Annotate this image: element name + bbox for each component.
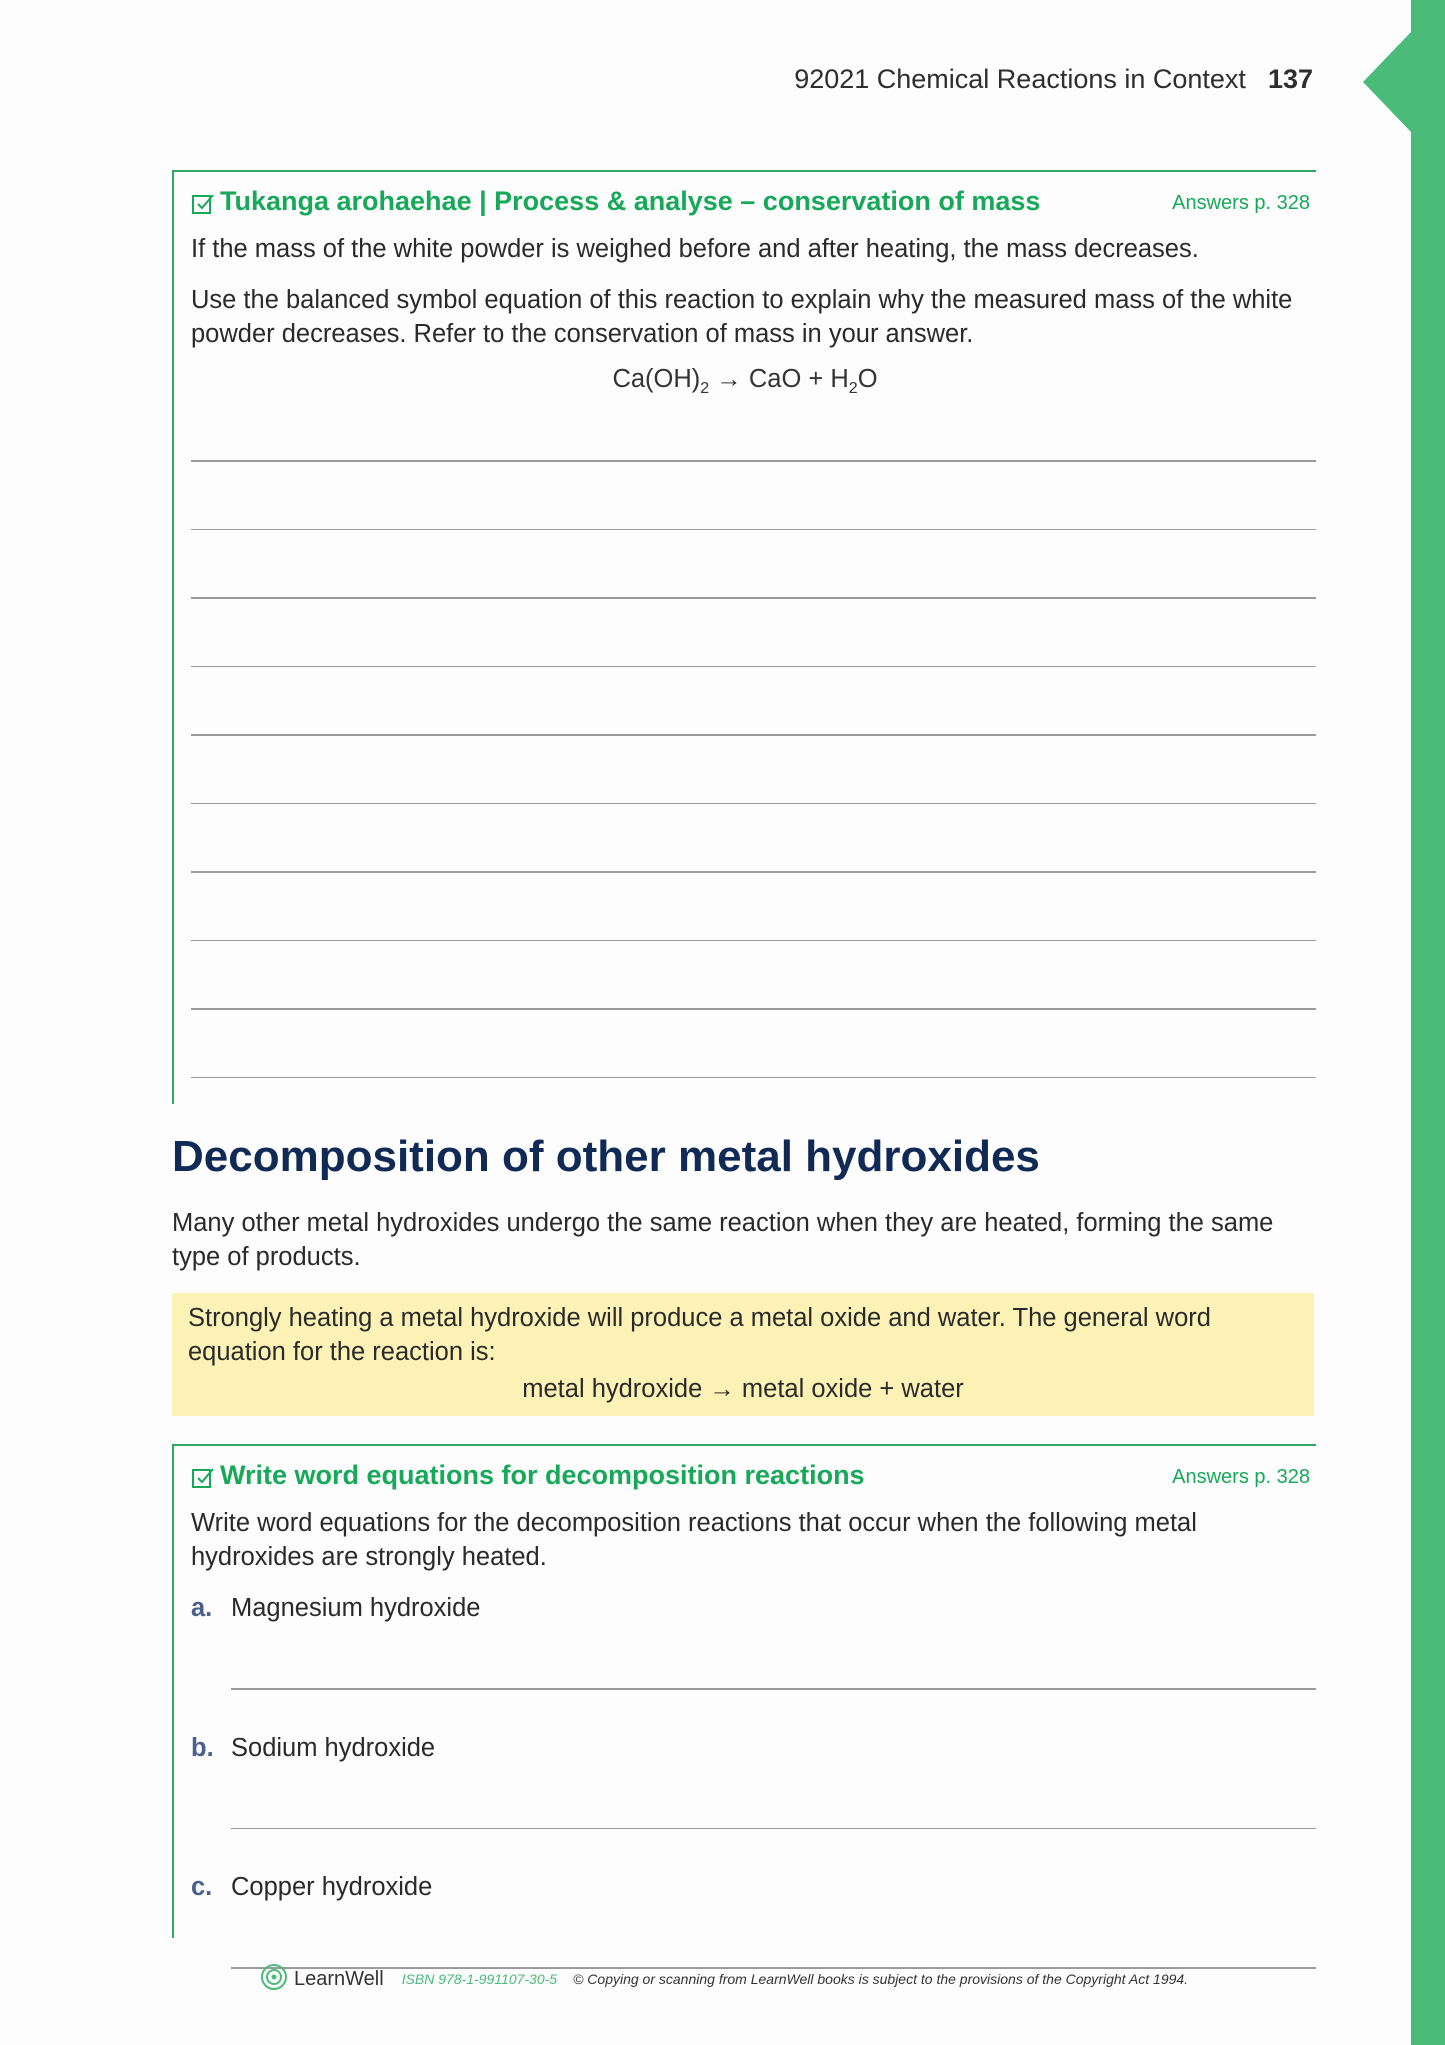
question-item (191, 1873, 1316, 1913)
answer-line[interactable] (231, 1688, 1316, 1690)
answer-line[interactable] (191, 940, 1316, 942)
symbol-equation (174, 365, 1316, 398)
isbn: ISBN 978-1-991107-30-5 (401, 1971, 558, 1987)
page-footer (260, 1962, 1188, 1996)
answer-line[interactable] (191, 666, 1316, 668)
answers-reference: Answers p. 328 (1172, 192, 1310, 214)
answer-line[interactable] (191, 871, 1316, 873)
question-letter: b. (191, 1733, 214, 1762)
equation-product: CaO + H (748, 365, 849, 393)
activity-title: Write word equations for decomposition reactions (220, 1460, 865, 1490)
equation-product-subscript: 2 (848, 380, 858, 398)
section-intro: Many other metal hydroxides undergo the same reaction when they are heated, forming the same type of products. (172, 1209, 1274, 1271)
equation-reactant: Ca(OH) (612, 365, 701, 393)
answer-line[interactable] (191, 1008, 1316, 1010)
learnwell-logo-icon (260, 1963, 288, 1996)
answer-line[interactable] (191, 597, 1316, 599)
answer-line[interactable] (231, 1828, 1316, 1830)
answers-reference: Answers p. 328 (1172, 1466, 1310, 1488)
header-title: 92021 Chemical Reactions in Context (794, 64, 1246, 94)
answer-line[interactable] (191, 529, 1316, 531)
general-word-equation: metal hydroxide → metal oxide + water (522, 1375, 964, 1403)
activity-header (174, 1460, 1316, 1500)
key-idea-text: Strongly heating a metal hydroxide will produce a metal oxide and water. The general word equation for the reaction is: (188, 1304, 1211, 1366)
activity-title: Tukanga arohaehae | Process & analyse – conservation of mass (220, 186, 1041, 216)
question-text: Sodium hydroxide (231, 1733, 436, 1762)
answer-line[interactable] (191, 803, 1316, 805)
side-tab-marker (1363, 32, 1411, 132)
answer-line[interactable] (191, 734, 1316, 736)
pencil-check-icon (191, 192, 215, 221)
question-text: Copper hydroxide (231, 1873, 433, 1901)
side-color-band (1411, 0, 1445, 2045)
question-item (191, 1734, 1316, 1774)
page-number: 137 (1267, 64, 1313, 94)
equation-arrow: → (716, 365, 742, 393)
equation-reactant-subscript: 2 (700, 380, 710, 398)
answer-lines (174, 460, 1316, 1078)
activity-instruction: Write word equations for the decomposition reactions that occur when the following metal hydroxides are strongly heated. (191, 1509, 1197, 1571)
key-idea-box (172, 1293, 1314, 1416)
activity-question: Use the balanced symbol equation of this reaction to explain why the measured mass of the white powder decreases. Refer to the conservation of mass in your answer. (191, 286, 1293, 348)
question-text: Magnesium hydroxide (231, 1594, 481, 1622)
question-letter: c. (191, 1873, 213, 1901)
activity-text: If the mass of the white powder is weighed before and after heating, the mass decreases. (191, 235, 1199, 263)
equation-product-end: O (857, 365, 878, 393)
answer-line[interactable] (191, 1077, 1316, 1079)
activity-word-equations (172, 1444, 1316, 1938)
section-heading: Decomposition of other metal hydroxides (172, 1132, 1040, 1181)
answer-line[interactable] (191, 460, 1316, 462)
activity-header (174, 186, 1316, 226)
copyright-notice: © Copying or scanning from LearnWell books is subject to the provisions of the Copyright Act 1994. (573, 1971, 1189, 1987)
activity-conservation-of-mass (172, 170, 1316, 1104)
question-letter: a. (191, 1594, 213, 1622)
logo-text: LearnWell (294, 1967, 384, 1990)
page-header (794, 64, 1313, 95)
question-item (191, 1594, 1316, 1634)
pencil-check-icon (191, 1466, 215, 1495)
